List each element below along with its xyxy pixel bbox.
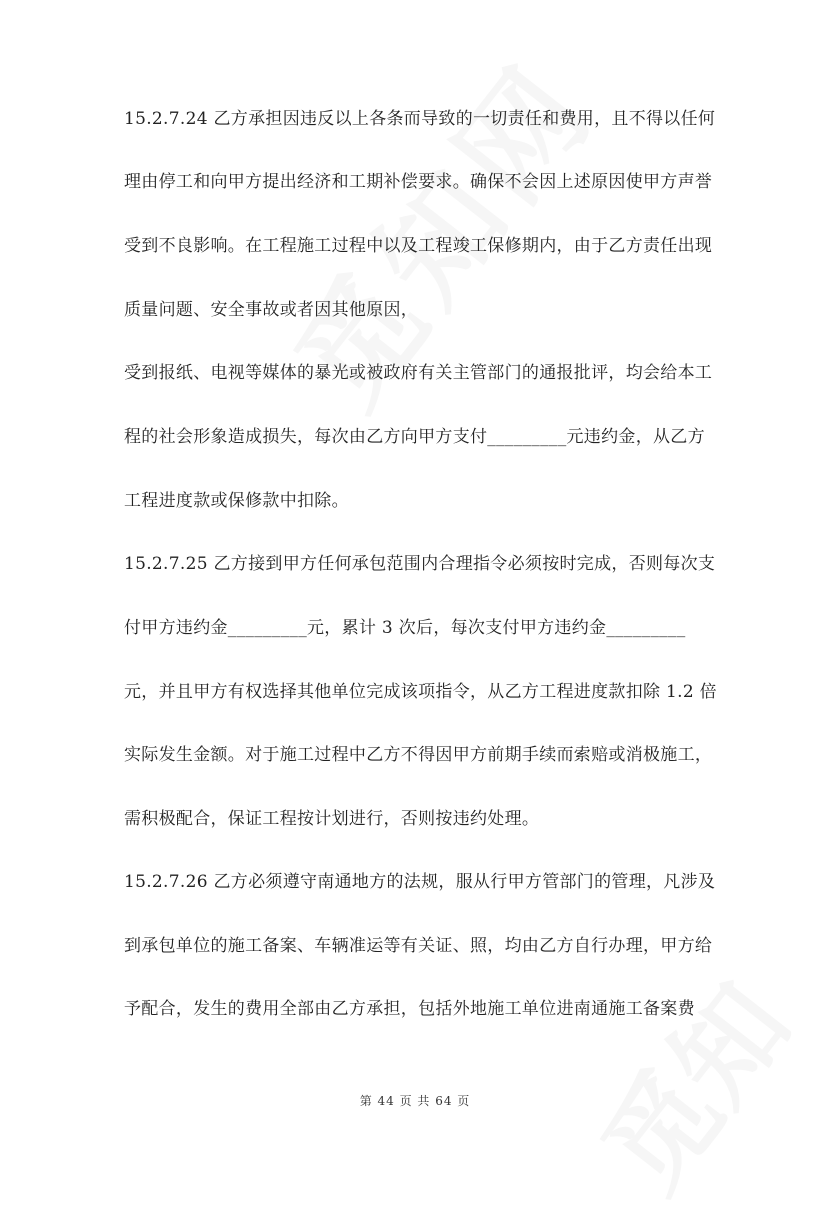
text-line: 元，并且甲方有权选择其他单位完成该项指令，从乙方工程进度款扣除 1.2 倍 [124,682,717,702]
text-line: 15.2.7.24 乙方承担因违反以上各条而导致的一切责任和费用，且不得以任何 [124,109,716,129]
text-line: 理由停工和向甲方提出经济和工期补偿要求。确保不会因上述原因使甲方声誉 [124,172,713,192]
text-line: 15.2.7.26 乙方必须遵守南通地方的法规，服从行甲方管部门的管理，凡涉及 [124,872,716,892]
watermark-bottom [560,947,820,1217]
text-line: 需积极配合，保证工程按计划进行，否则按违约处理。 [124,809,540,829]
text-line: 质量问题、安全事故或者因其他原因， [124,300,419,320]
text-line: 受到报纸、电视等媒体的暴光或被政府有关主管部门的通报批评，均会给本工 [124,363,713,383]
text-line: 受到不良影响。在工程施工过程中以及工程竣工保修期内，由于乙方责任出现 [124,236,713,256]
text-line: 到承包单位的施工备案、车辆准运等有关证、照，均由乙方自行办理，甲方给 [124,936,713,956]
page-number: 第 44 页 共 64 页 [359,1094,471,1108]
text-line: 工程进度款或保修款中扣除。 [124,491,349,511]
text-line: 实际发生金额。对于施工过程中乙方不得因甲方前期手续而索赔或消极施工， [124,745,713,765]
text-line: 予配合，发生的费用全部由乙方承担，包括外地施工单位进南通施工备案费 [124,999,695,1019]
text-line: 程的社会形象造成损失，每次由乙方向甲方支付_________元违约金，从乙方 [124,427,705,447]
text-line: 15.2.7.25 乙方接到甲方任何承包范围内合理指令必须按时完成，否则每次支 [124,554,716,574]
text-line: 付甲方违约金_________元，累计 3 次后，每次支付甲方违约金_________ [124,618,686,638]
